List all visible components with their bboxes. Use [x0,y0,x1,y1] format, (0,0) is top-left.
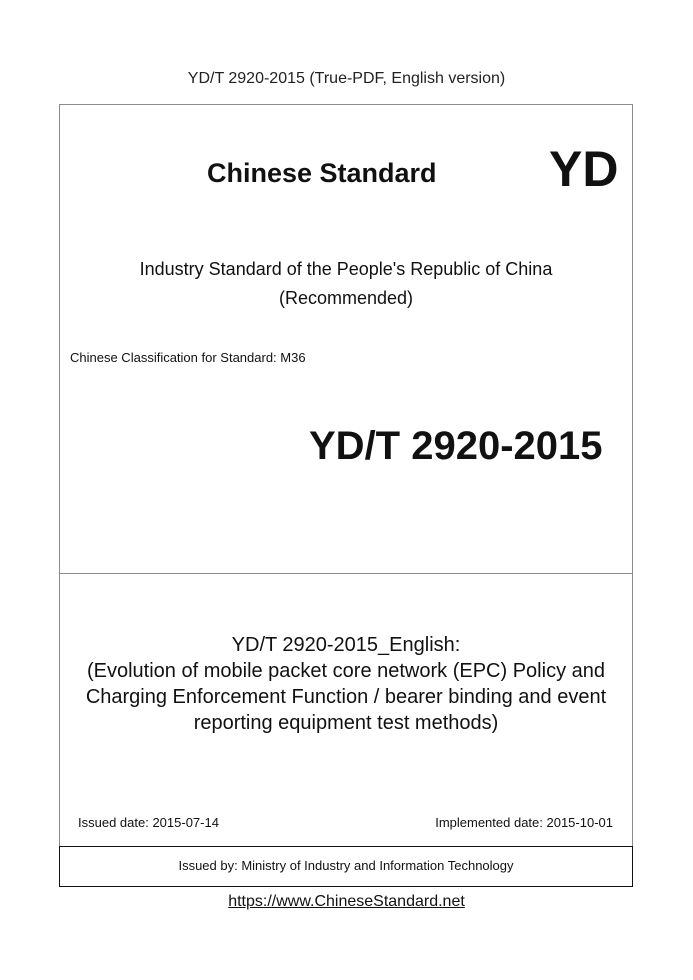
document-title-line: (Evolution of mobile packet core network (EPC) Policy and [86,660,605,682]
document-header-title: YD/T 2920-2015 (True-PDF, English version) [187,70,506,87]
classification-label: Chinese Classification for Standard: M36 [70,350,306,365]
cover-heading: Chinese Standard [207,158,437,188]
document-title-line: reporting equipment test methods) [193,712,499,734]
yd-logo: YD [549,141,619,197]
website-link[interactable]: https://www.ChineseStandard.net [228,893,465,910]
implemented-date: Implemented date: 2015-10-01 [435,815,613,830]
recommended-label: (Recommended) [278,288,414,308]
industry-standard-line: Industry Standard of the People's Republic of China [139,259,553,279]
document-title [59,632,633,736]
issuer-box: Issued by: Ministry of Industry and Information Technology [59,846,633,887]
standard-number: YD/T 2920-2015 [309,424,603,468]
document-title-line: YD/T 2920-2015_English: [231,634,461,656]
document-title-line: Charging Enforcement Function / bearer binding and event [85,686,607,708]
issued-date: Issued date: 2015-07-14 [78,815,219,830]
